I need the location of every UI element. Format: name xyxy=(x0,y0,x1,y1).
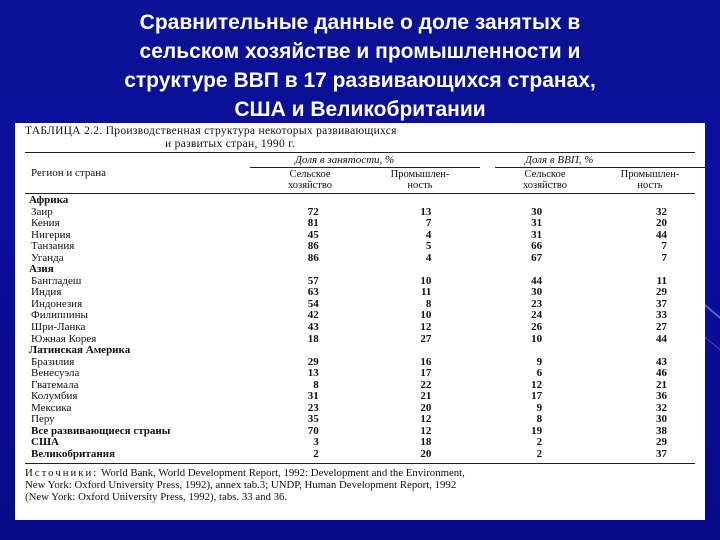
data-table-body xyxy=(25,195,695,461)
row-name: Все развивающиеся страны xyxy=(31,424,171,437)
header-region: Регион и страна xyxy=(31,167,107,179)
header-text: ность xyxy=(407,180,433,191)
header-group-employment: Доля в занятости, % xyxy=(295,154,395,166)
table-section-row xyxy=(25,345,695,357)
scanned-table-sheet xyxy=(15,123,705,520)
row-name: Гватемала xyxy=(31,378,79,391)
header-text: Промышлен- xyxy=(620,169,680,180)
cell-value: 86 xyxy=(307,251,319,264)
table-row xyxy=(25,287,695,299)
table-caption xyxy=(25,125,695,151)
cell-value: 5 xyxy=(425,240,432,253)
table-row xyxy=(25,368,695,380)
cell-value xyxy=(431,195,542,207)
table-row xyxy=(25,380,695,392)
cell-value: 81 xyxy=(307,217,319,230)
cell-value: 17 xyxy=(420,367,432,380)
row-name: США xyxy=(31,436,59,449)
cell-value: 2 xyxy=(536,448,543,461)
table-section-row xyxy=(25,264,695,276)
row-name: Заир xyxy=(31,205,53,218)
section-name: Латинская Америка xyxy=(29,344,131,357)
cell-value: 46 xyxy=(656,367,667,380)
cell-value: 6 xyxy=(536,367,543,380)
header-industry xyxy=(600,169,700,191)
cell-value: 29 xyxy=(307,355,319,368)
cell-value: 9 xyxy=(536,401,543,414)
row-name: Великобритания xyxy=(31,448,116,461)
table-row xyxy=(25,299,695,311)
cell-value: 10 xyxy=(420,274,432,287)
slide-title xyxy=(20,8,700,124)
row-name: Бангладеш xyxy=(31,274,82,287)
header-industry xyxy=(370,169,470,191)
cell-value: 43 xyxy=(307,321,319,334)
cell-value: 12 xyxy=(420,321,432,334)
header-text: ность xyxy=(637,180,663,191)
header-text: хозяйство xyxy=(522,180,568,191)
cell-value: 30 xyxy=(656,413,667,426)
cell-value: 17 xyxy=(531,390,543,403)
cell-value: 4 xyxy=(425,228,432,241)
cell-value: 44 xyxy=(656,332,667,345)
cell-value: 44 xyxy=(531,274,543,287)
cell-value: 12 xyxy=(420,413,432,426)
row-name: Кения xyxy=(31,217,60,230)
table-caption-line: ТАБЛИЦА 2.2. Производственная структура некоторых развивающихся xyxy=(25,125,397,137)
cell-value xyxy=(319,195,432,207)
cell-value: 7 xyxy=(425,217,432,230)
table-row xyxy=(25,241,695,253)
cell-value: 31 xyxy=(307,390,319,403)
row-name: Венесуэла xyxy=(31,367,80,380)
cell-value: 27 xyxy=(420,332,432,345)
cell-value: 10 xyxy=(420,309,432,322)
cell-value: 13 xyxy=(307,367,319,380)
row-name: Уганда xyxy=(31,251,64,264)
cell-value: 12 xyxy=(420,424,432,437)
cell-value: 2 xyxy=(536,436,543,449)
cell-value: 10 xyxy=(531,332,543,345)
cell-value: 35 xyxy=(307,413,319,426)
header-agriculture xyxy=(500,169,590,191)
source-label: Источники: xyxy=(25,466,99,479)
table-row xyxy=(25,391,695,403)
header-text: Сельское xyxy=(289,169,331,180)
row-name: Филиппины xyxy=(31,309,88,322)
slide-title-line: сельском хозяйстве и промышленности и xyxy=(139,40,581,63)
table-row xyxy=(25,426,695,438)
cell-value: 13 xyxy=(420,205,432,218)
cell-value: 8 xyxy=(313,378,319,391)
header-text: хозяйство xyxy=(287,180,333,191)
row-name: Индонезия xyxy=(31,297,83,310)
source-line: (New York: Oxford University Press, 1992), tabs. 33 and 36. xyxy=(25,490,288,503)
cell-value: 18 xyxy=(307,332,319,345)
data-table xyxy=(25,195,695,461)
cell-value: 32 xyxy=(656,401,667,414)
cell-value: 21 xyxy=(420,390,432,403)
cell-value: 37 xyxy=(656,297,667,310)
table-header xyxy=(25,152,695,194)
cell-value: 45 xyxy=(307,228,319,241)
cell-value: 29 xyxy=(656,436,667,449)
cell-value: 70 xyxy=(307,424,319,437)
cell-value: 2 xyxy=(313,448,319,461)
cell-value: 20 xyxy=(420,448,432,461)
cell-value: 29 xyxy=(656,286,667,299)
cell-value: 8 xyxy=(425,297,432,310)
source-line xyxy=(25,467,695,479)
source-text: World Bank, World Development Report, 1992: Development and the Environment, xyxy=(101,466,465,479)
table-row xyxy=(25,230,695,242)
table-row xyxy=(25,207,695,219)
cell-value: 20 xyxy=(656,217,667,230)
cell-value: 33 xyxy=(656,309,667,322)
cell-value: 32 xyxy=(656,205,667,218)
cell-value: 20 xyxy=(420,401,432,414)
cell-value: 9 xyxy=(536,355,543,368)
cell-value: 12 xyxy=(531,378,543,391)
cell-value: 44 xyxy=(656,228,667,241)
table-row xyxy=(25,310,695,322)
cell-value xyxy=(258,345,318,357)
header-divider xyxy=(495,167,705,168)
header-text: Сельское xyxy=(524,169,566,180)
cell-value: 7 xyxy=(661,240,667,253)
cell-value: 72 xyxy=(307,205,319,218)
row-name: Бразилия xyxy=(31,355,75,368)
table-row xyxy=(25,449,695,461)
cell-value: 38 xyxy=(656,424,667,437)
row-name: Южная Корея xyxy=(31,332,97,345)
cell-value: 42 xyxy=(307,309,319,322)
cell-value: 31 xyxy=(531,228,543,241)
cell-value: 27 xyxy=(656,321,667,334)
cell-value: 86 xyxy=(307,240,319,253)
row-name: Танзания xyxy=(31,240,75,253)
table-caption-line: и развитых стран, 1990 г. xyxy=(165,138,296,150)
cell-value: 22 xyxy=(420,378,432,391)
table-section-row xyxy=(25,195,695,207)
header-text: Промышлен- xyxy=(390,169,450,180)
section-name: Азия xyxy=(29,263,54,276)
cell-value: 21 xyxy=(656,378,667,391)
cell-value: 31 xyxy=(531,217,543,230)
table-row xyxy=(25,253,695,265)
table-source xyxy=(25,464,695,503)
cell-value xyxy=(542,264,695,276)
cell-value: 11 xyxy=(421,286,432,299)
cell-value: 30 xyxy=(531,286,543,299)
row-name: Нигерия xyxy=(31,228,71,241)
row-name: Мексика xyxy=(31,401,72,414)
cell-value xyxy=(319,264,432,276)
cell-value xyxy=(542,345,695,357)
slide-title-line: США и Великобритании xyxy=(234,98,486,121)
cell-value: 67 xyxy=(531,251,543,264)
header-divider xyxy=(250,167,480,168)
table-row xyxy=(25,357,695,369)
cell-value: 23 xyxy=(307,401,319,414)
cell-value: 26 xyxy=(531,321,543,334)
cell-value: 4 xyxy=(425,251,432,264)
source-line: New York: Oxford University Press, 1992), annex tab.3; UNDP, Human Development Report, 1992 xyxy=(25,478,457,491)
cell-value: 8 xyxy=(536,413,543,426)
cell-value: 57 xyxy=(307,274,319,287)
cell-value: 24 xyxy=(531,309,543,322)
cell-value: 36 xyxy=(656,390,667,403)
section-name: Африка xyxy=(29,194,69,206)
cell-value xyxy=(258,195,318,207)
cell-value: 19 xyxy=(531,424,543,437)
cell-value xyxy=(431,345,542,357)
table-row xyxy=(25,322,695,334)
cell-value xyxy=(431,264,542,276)
slide-title-line: структуре ВВП в 17 развивающихся странах, xyxy=(124,69,596,92)
cell-value: 16 xyxy=(420,355,432,368)
row-name: Колумбия xyxy=(31,390,78,403)
cell-value: 66 xyxy=(531,240,543,253)
cell-value: 23 xyxy=(531,297,543,310)
row-name: Перу xyxy=(31,413,55,426)
table-row xyxy=(25,403,695,415)
cell-value: 18 xyxy=(420,436,432,449)
cell-value: 43 xyxy=(656,355,667,368)
slide-title-line: Сравнительные данные о доле занятых в xyxy=(139,11,581,34)
cell-value: 54 xyxy=(307,297,319,310)
table-row xyxy=(25,437,695,449)
cell-value: 30 xyxy=(531,205,543,218)
cell-value xyxy=(319,345,432,357)
cell-value: 3 xyxy=(313,436,319,449)
header-group-gdp: Доля в ВВП, % xyxy=(525,154,594,166)
row-name: Шри-Ланка xyxy=(31,321,86,334)
cell-value: 7 xyxy=(661,251,667,264)
cell-value: 63 xyxy=(307,286,319,299)
row-name: Индия xyxy=(31,286,62,299)
cell-value: 37 xyxy=(656,448,667,461)
table-row xyxy=(25,218,695,230)
header-agriculture xyxy=(265,169,355,191)
cell-value: 11 xyxy=(656,274,667,287)
table-row xyxy=(25,276,695,288)
cell-value xyxy=(542,195,695,207)
